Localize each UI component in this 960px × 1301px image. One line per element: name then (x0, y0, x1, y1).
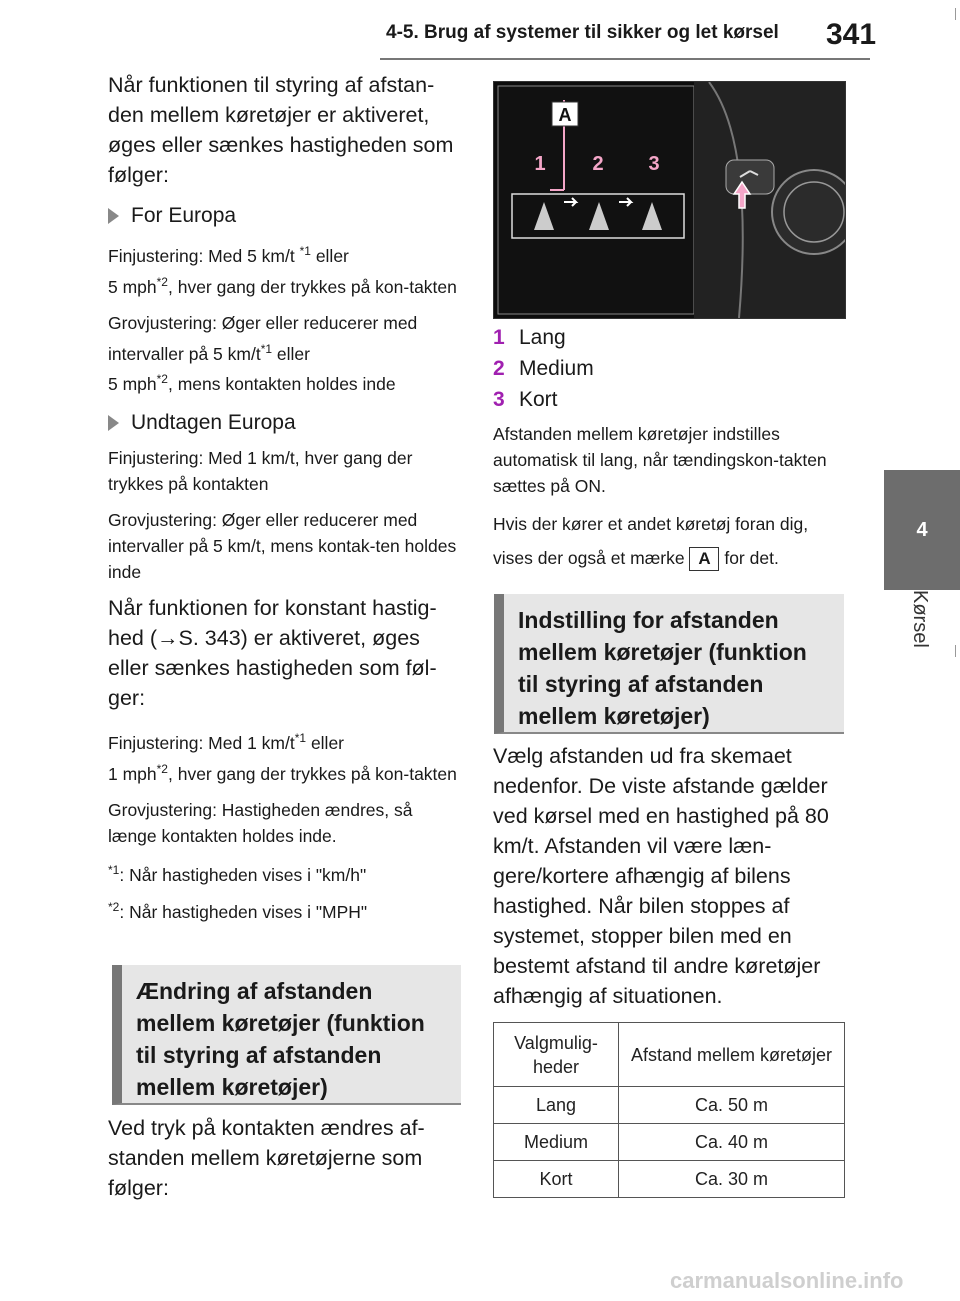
table-row: Lang Ca. 50 m (494, 1087, 845, 1124)
table-header: Afstand mellem køretøjer (619, 1023, 845, 1087)
steering-switch-figure (493, 81, 846, 319)
list-item: 3 Kort (493, 387, 558, 411)
footnote: $^{*1}$: Når hastigheden vises i "km/h" (108, 862, 367, 885)
figure-number-2: 2 (592, 153, 604, 175)
footnote: $^{*2}$: Når hastigheden vises i "MPH" (108, 899, 368, 922)
list-item: 2 Medium (493, 356, 594, 380)
paragraph: Ved tryk på kontakten ændres af-standen mellem køretøjerne som følger: (108, 1116, 425, 1200)
edge-tick (955, 645, 956, 657)
bullet-heading: For Europa (108, 204, 460, 228)
chapter-section-title: 4-5. Brug af systemer til sikker og let kørsel (386, 22, 779, 43)
paragraph-small: Hvis der kører et andet køretøj foran dig, vises der også et mærke A for det. (493, 507, 838, 575)
paragraph: Når funktionen for konstant hastig-hed (→S. 343) er aktiveret, øges eller sænkes hastigheden som føl-ger: (108, 596, 437, 711)
chapter-tab (884, 470, 960, 590)
page-number: 341 (826, 18, 877, 51)
figure-number-1: 1 (534, 153, 546, 175)
triangle-bullet-icon (108, 208, 119, 224)
figure-number-3: 3 (648, 153, 660, 175)
section-heading: Ændring af afstanden mellem køretøjer (funktion til styring af afstanden mellem køretøjer) (112, 965, 461, 1105)
paragraph-small: Grovjustering: Øger eller reducerer med intervaller på 5 $km/t^{*1}$ eller 5 mph$^{*2}$, mens kontakten holdes inde (108, 312, 418, 395)
watermark: carmanualsonline.info (670, 1268, 904, 1293)
vehicle-mark-a: A (689, 547, 719, 571)
bullet-heading: Undtagen Europa (108, 411, 460, 435)
table-header: Valgmulig-heder (494, 1023, 619, 1087)
section-heading: Indstilling for afstanden mellem køretøjer (funktion til styring af afstanden mellem køretøjer) (494, 594, 844, 734)
distance-table (493, 1022, 845, 1198)
paragraph: Vælg afstanden ud fra skemaet nedenfor. De viste afstande gælder ved kørsel med en hastighed på 80 km/t. Afstanden vil være læn-gere/kortere afhængig af bilens hastighed. Når bilen stoppes af systemet, stopper bilen med en bestemt afstand til andre køretøjer afhængig af situationen. (493, 744, 829, 1008)
paragraph-small: Finjustering: Med 1 $km/t^{*1}$ eller 1 mph$^{*2}$, hver gang der trykkes på kon-takten (108, 731, 457, 784)
edge-tick (955, 8, 956, 20)
triangle-bullet-icon (108, 415, 119, 431)
paragraph-small: Finjustering: Med 1 km/t, hver gang der trykkes på kontakten (108, 448, 413, 495)
list-item: 1 Lang (493, 325, 566, 349)
chapter-number: 4 (916, 518, 928, 541)
left-column (108, 70, 460, 925)
header-divider (380, 58, 870, 60)
right-column (493, 322, 838, 575)
paragraph-small: Grovjustering: Øger eller reducerer med intervaller på 5 km/t, mens kontak-ten holdes inde (108, 510, 457, 583)
figure-label-a: A (558, 105, 572, 125)
table-row: Kort Ca. 30 m (494, 1161, 845, 1198)
table-row: Medium Ca. 40 m (494, 1124, 845, 1161)
paragraph-small: Afstanden mellem køretøjer indstilles automatisk til lang, når tændingskon-takten sættes på ON. (493, 424, 827, 496)
figure-illustration (494, 82, 845, 318)
paragraph: Når funktionen til styring af afstan-den mellem køretøjer er aktiveret, øges eller sænkes hastigheden som følger: (108, 73, 454, 187)
paragraph-small: Grovjustering: Hastigheden ændres, så længe kontakten holdes inde. (108, 799, 413, 846)
chapter-side-label: Kørsel (909, 590, 931, 648)
paragraph-small: Finjustering: Med 5 km/t $^{*1}$ eller 5 mph$^{*2}$, hver gang der trykkes på kon-takten (108, 244, 457, 297)
